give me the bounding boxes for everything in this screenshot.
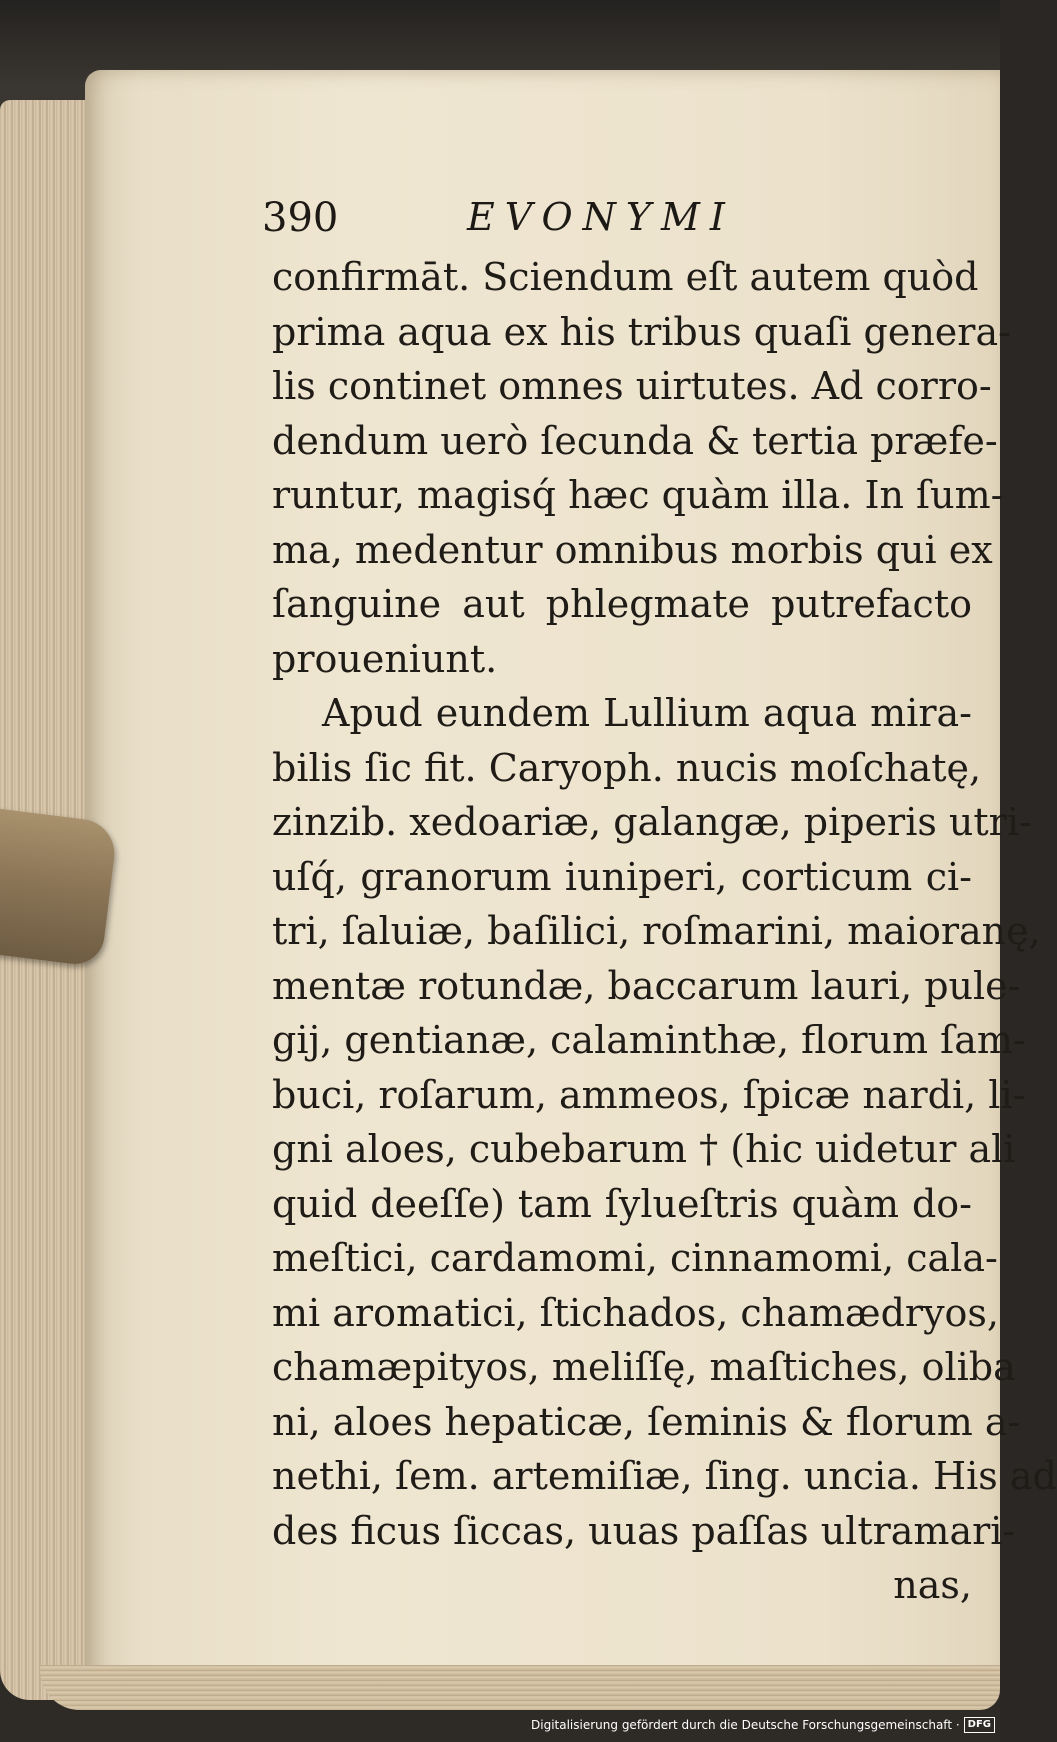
text-line: runtur, magisq́ hæc quàm illa. In ſum- [272,473,1004,517]
text-line: quid deeſſe) tam ſylueſtris quàm do- [272,1181,972,1226]
text-line: buci, roſarum, ammeos, ſpicæ nardi, li- [272,1072,1026,1117]
text-line: ni, aloes hepaticæ, ſeminis & florum a- [272,1399,1021,1444]
text-line: ma, medentur omnibus morbis qui ex [272,527,993,572]
text-line: tri, ſaluiæ, baſilici, roſmarini, maioranę, [272,909,1041,953]
running-head [262,195,882,245]
text-line: chamæpityos, meliſſę, maſtiches, oliba [272,1345,1016,1389]
text-line: des ficus ſiccas, uuas paſſas ultramari- [272,1508,1016,1553]
text-line: zinzib. xedoariæ, galangæ, piperis utri- [272,800,1032,844]
text-line: meſtici, cardamomi, cinnamomi, cala- [272,1236,998,1280]
text-line: bilis ſic fit. Caryoph. nucis moſchatę, [272,745,982,790]
page-number: 390 [262,195,339,241]
text-line: gij, gentianæ, calaminthæ, florum ſam- [272,1018,1026,1062]
text-line: uſq́, granorum iuniperi, corticum ci- [272,854,972,899]
bookmark-strip [0,808,118,968]
dfg-logo-icon: DFG [964,1717,995,1733]
text-line: nethi, ſem. artemiſiæ, ſing. uncia. His ad [272,1454,1057,1498]
text-line: lis continet omnes uirtutes. Ad corro- [272,364,992,408]
text-line: mi aromatici, ſtichados, chamædryos, [272,1290,1000,1335]
text-line: prima aqua ex his tribus quaſi genera- [272,309,1011,354]
text-line: mentæ rotundæ, baccarum lauri, pule- [272,963,1021,1008]
text-block [272,250,1057,1613]
text-line: dendum uerò ſecunda & tertia præfe- [272,418,998,463]
text-line: ſanguine aut phlegmate putrefacto [272,582,972,626]
text-line: gni aloes, cubebarum † (hic uidetur ali [272,1127,1016,1171]
text-line: Apud eundem Lullium aqua mira- [322,691,972,735]
running-title: EVONYMI [467,195,735,239]
text-line: confirmāt. Sciendum eſt autem quòd [272,255,979,299]
footer-credit: Digitalisierung gefördert durch die Deutsche Forschungsgemeinschaft · [531,1718,960,1732]
page-edges-bottom [40,1665,1000,1710]
digitization-footer [530,1712,995,1738]
catchword: nas, [893,1563,972,1607]
text-line: proueniunt. [272,636,498,681]
